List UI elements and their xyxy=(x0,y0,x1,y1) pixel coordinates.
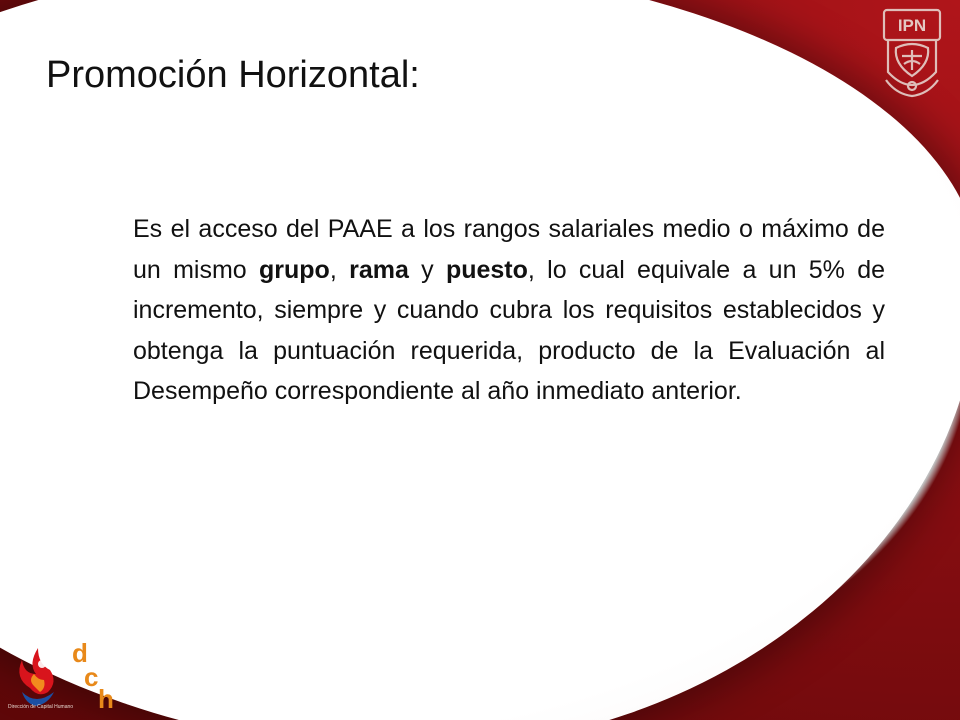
ipn-logo-text: IPN xyxy=(897,16,927,35)
body-segment: Es el acceso del PAAE a los rangos salariales medio o máximo de un mismo xyxy=(133,215,885,284)
ipn-seal-icon xyxy=(876,6,948,102)
page-title: Promoción Horizontal: xyxy=(46,54,420,96)
body-segment: y xyxy=(408,255,446,284)
dch-letter-c: c xyxy=(84,662,99,692)
body-bold-rama: rama xyxy=(349,255,409,284)
dch-caption: Dirección de Capital Humano xyxy=(8,704,74,710)
body-segment: , xyxy=(329,255,350,284)
body-bold-puesto: puesto xyxy=(445,255,528,284)
dch-letter-d: d xyxy=(72,638,88,668)
body-segment: , lo cual equivale a un 5% de incremento, siempre y cuando cubra los requisitos establecidos y obtenga la puntuación requerida, producto de la Evaluación al Desempeño correspondiente al año inmediato anterior. xyxy=(133,255,885,405)
body-paragraph xyxy=(133,209,885,412)
body-bold-grupo: grupo xyxy=(259,255,330,284)
dch-letter-h: h xyxy=(98,684,114,714)
